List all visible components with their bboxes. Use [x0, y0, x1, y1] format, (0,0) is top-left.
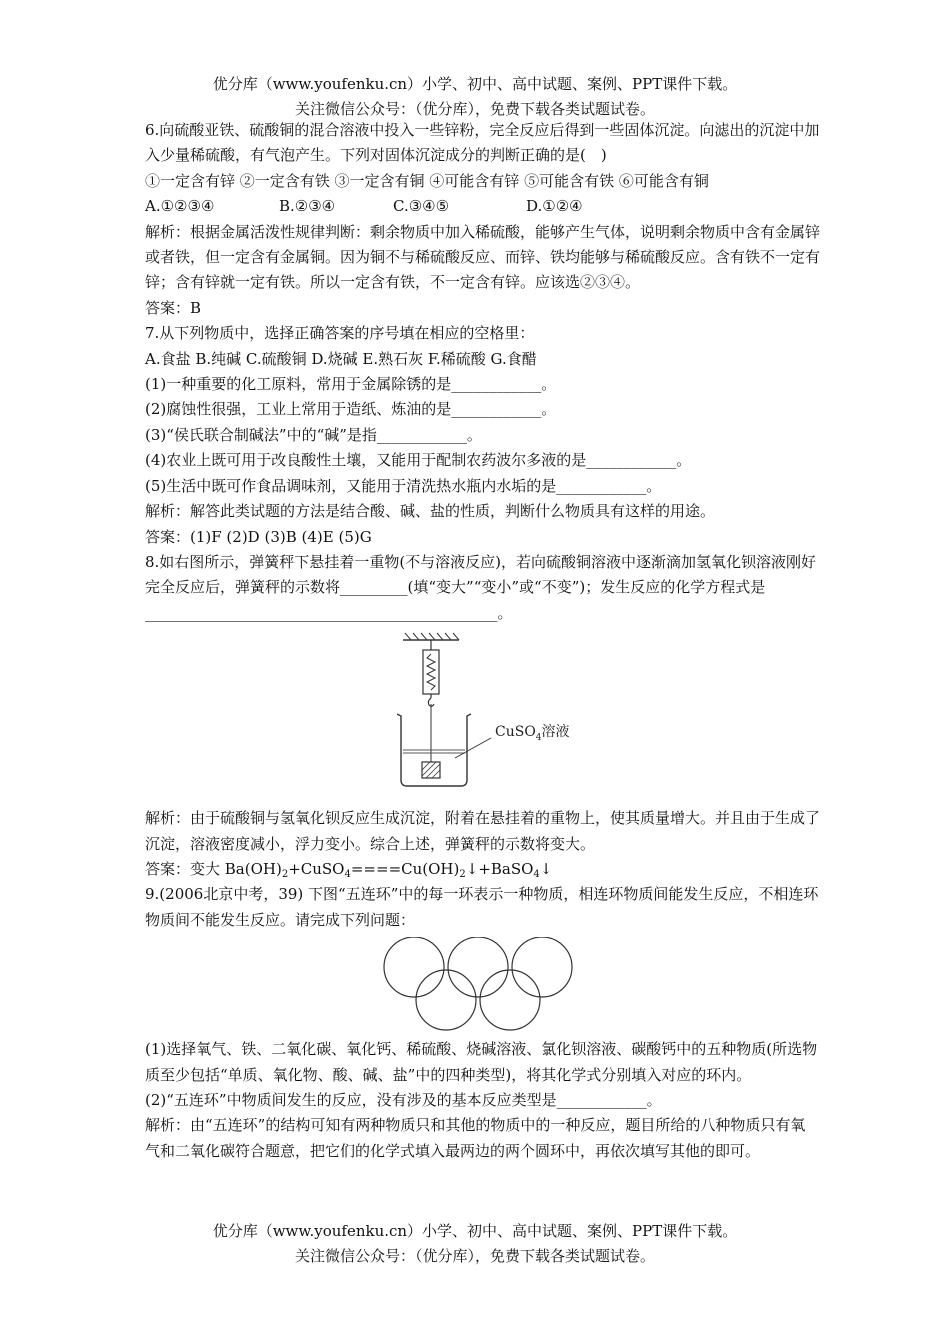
q8-answer: 答案：变大 $Ba(OH)_2+CuSO_4====Cu(OH)_2↓+BaSO_4↓$ — [145, 859, 553, 880]
content — [145, 118, 820, 1164]
ceiling-hatching — [405, 633, 459, 640]
weight — [422, 762, 440, 778]
q6-option-b: B.②③④ — [279, 197, 336, 216]
spring-scale-beaker-figure — [397, 630, 597, 800]
q6-stem: 6.向硫酸亚铁、硫酸铜的混合溶液中投入一些锌粉，完全反应后得到一些固体沉淀。向滤出的沉淀中加入少量稀硫酸，有气泡产生。下列对固体沉淀成分的判断正确的是( ) — [145, 121, 820, 165]
q7-stem: 7.从下列物质中，选择正确答案的序号填在相应的空格里： — [145, 324, 535, 343]
q6-analysis: 解析：根据金属活泼性规律判断：剩余物质中加入稀硫酸，能够产生气体，说明剩余物质中含有金属锌或者铁，但一定含有金属铜。因为铜不与稀硫酸反应、而锌、铁均能够与稀硫酸反应。含有铁不一定有锌；含有锌就一定有铁。所以一定含有铁，不一定含有锌。应该选②③④。 — [145, 222, 821, 292]
q6-option-a: A.①②③④ — [145, 197, 215, 216]
footer-line-2: 关注微信公众号：（优分库），免费下载各类试题试卷。 — [294, 1247, 655, 1265]
q6-answer: 答案：B — [145, 298, 202, 317]
q9-item-2: (2)“五连环”中物质间发生的反应，没有涉及的基本反应类型是____________。 — [145, 1090, 662, 1109]
q7-item-1: (1)一种重要的化工原料，常用于金属除锈的是____________。 — [145, 375, 557, 394]
ring-2 — [448, 937, 508, 997]
ring-5 — [480, 970, 540, 1030]
q9-item-1: (1)选择氧气、铁、二氧化碳、氧化钙、稀硫酸、烧碱溶液、氯化钡溶液、碳酸钙中的五种物质(所选物质至少包括“单质、氧化物、酸、碱、盐”中的四种类型)，将其化学式分别填入对应的环内。 — [145, 1040, 818, 1084]
q7-analysis: 解析：解答此类试题的方法是结合酸、碱、盐的性质，判断什么物质具有这样的用途。 — [145, 502, 716, 521]
q6-option-c: C.③④⑤ — [393, 197, 450, 216]
header-line-2: 关注微信公众号：（优分库），免费下载各类试题试卷。 — [294, 100, 655, 118]
q9-analysis: 解析：由“五连环”的结构可知有两种物质只和其他的物质中的一种反应，题目所给的八种物质只有氧气和二氧化碳符合题意，把它们的化学式填入最两边的两个圆环中，再依次填写其他的即可。 — [145, 1116, 806, 1160]
q7-item-5: (5)生活中既可作食品调味剂，又能用于清洗热水瓶内水垢的是____________。 — [145, 476, 662, 495]
ring-4 — [416, 970, 476, 1030]
q6-statements: ①一定含有锌 ②一定含有铁 ③一定含有铜 ④可能含有锌 ⑤可能含有铁 ⑥可能含有铜 — [145, 171, 709, 190]
q7-choices: A.食盐 B.纯碱 C.硫酸铜 D.烧碱 E.熟石灰 F.稀硫酸 G.食醋 — [145, 349, 537, 368]
q9-stem: 9.(2006北京中考，39) 下图“五连环”中的每一环表示一种物质，相连环物质间能发生反应，不相连环物质间不能发生反应。请完成下列问题： — [145, 885, 819, 929]
q7-item-3: (3)“侯氏联合制碱法”中的“碱”是指____________。 — [145, 425, 482, 444]
ring-3 — [512, 937, 572, 997]
five-rings-figure — [381, 937, 581, 1033]
ring-1 — [384, 937, 444, 997]
q6-options — [145, 194, 820, 219]
q7-item-2: (2)腐蚀性很强，工业上常用于造纸、炼油的是____________。 — [145, 400, 557, 419]
q7-answer: 答案：(1)F (2)D (3)B (4)E (5)G — [145, 527, 372, 546]
cuso4-solution-label: CuSO$_4$溶液 — [495, 724, 570, 744]
header-line-1: 优分库（www.youfenku.cn）小学、初中、高中试题、案例、PPT课件下载。 — [212, 75, 738, 93]
q6-option-d: D.①②④ — [526, 197, 583, 216]
q7-item-4: (4)农业上既可用于改良酸性土壤，又能用于配制农药波尔多液的是____________。 — [145, 451, 692, 470]
label-leader — [455, 738, 491, 758]
footer-line-1: 优分库（www.youfenku.cn）小学、初中、高中试题、案例、PPT课件下载。 — [212, 1222, 738, 1240]
q8-analysis: 解析：由于硫酸铜与氢氧化钡反应生成沉淀，附着在悬挂着的重物上，使其质量增大。并且由于生成了沉淀，溶液密度减小，浮力变小。综合上述，弹簧秤的示数将变大。 — [145, 809, 821, 853]
q8-stem: 8.如右图所示，弹簧秤下悬挂着一重物(不与溶液反应)，若向硫酸铜溶液中逐渐滴加氢氧化钡溶液刚好完全反应后，弹簧秤的示数将_________(填“变大”“变小”或“不变”)；发生反应的化学方程式是_______________________________________________。 — [145, 552, 817, 622]
